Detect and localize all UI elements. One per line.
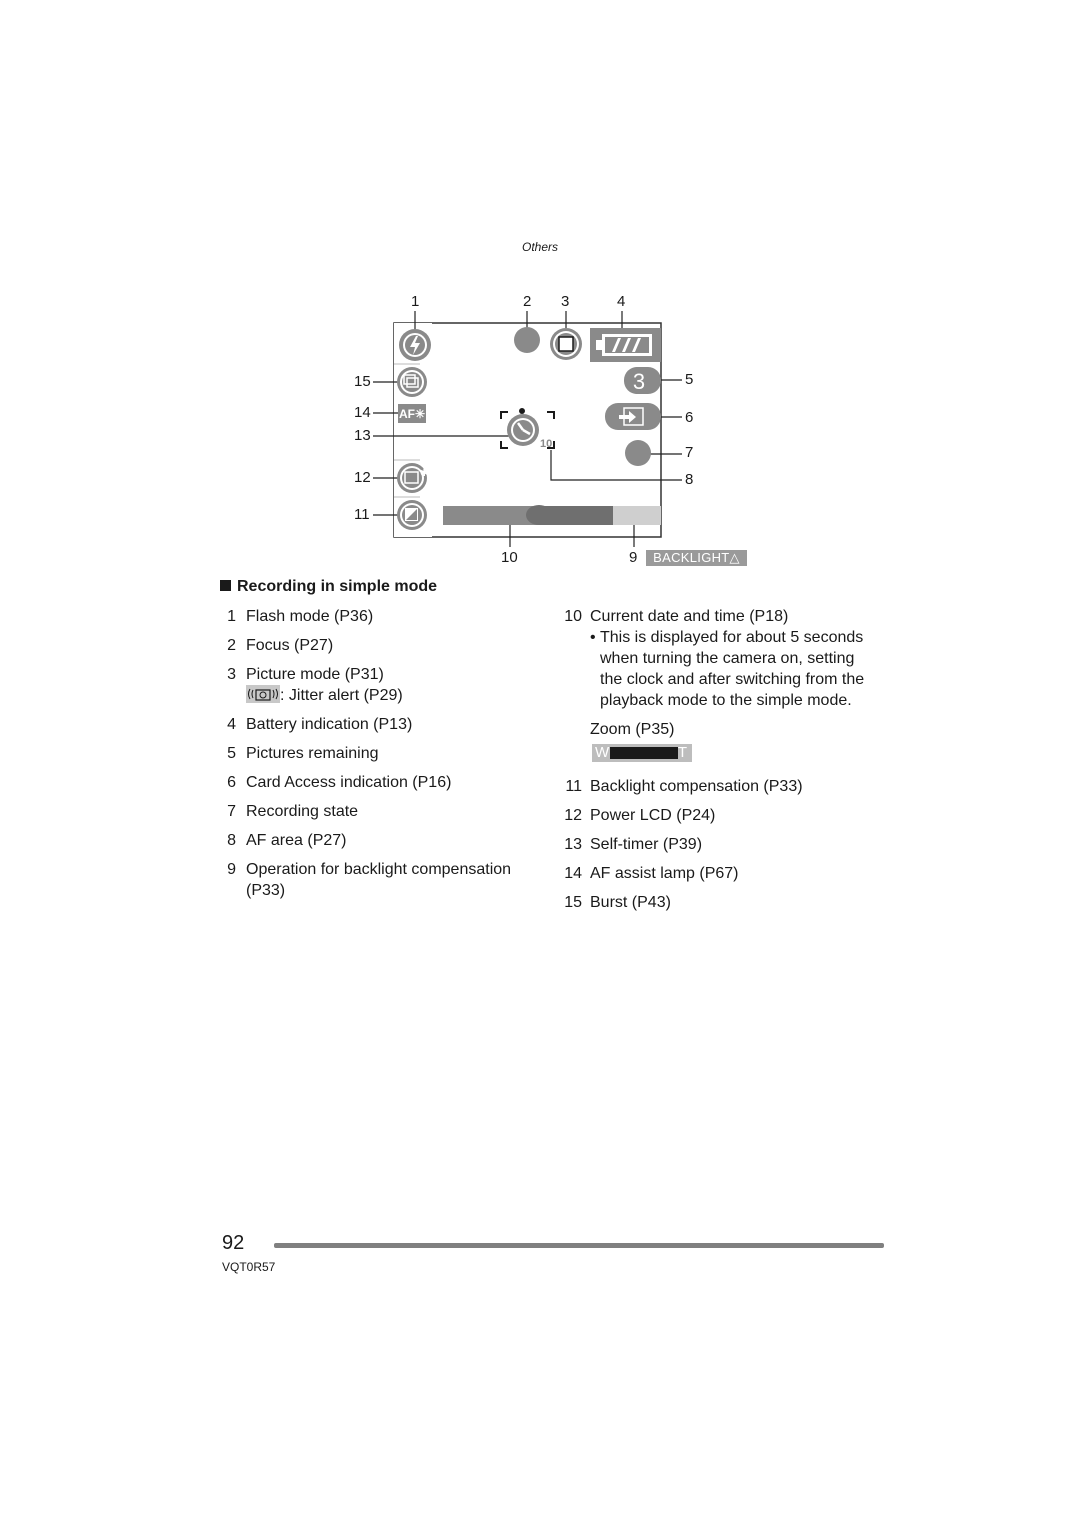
backlight-operation-label: BACKLIGHT△	[646, 550, 747, 566]
pictures-remaining-value: 3	[632, 369, 646, 394]
callout-10: 10	[501, 549, 518, 566]
list-item: 4 Battery indication (P13)	[227, 716, 413, 733]
list-item: 14 AF assist lamp (P67)	[564, 865, 739, 882]
list-item: 6 Card Access indication (P16)	[227, 774, 452, 791]
list-item: 7 Recording state	[227, 803, 359, 820]
callout-6: 6	[685, 409, 694, 426]
list-item: 10 Current date and time (P18) • This is displayed for about 5 seconds when turning the camera on, setting the clock and after switching from the playback mode to the simple mode. Zoom (P35) W T	[564, 606, 894, 768]
callout-11: 11	[354, 506, 370, 523]
zoom-bar-icon: W T	[592, 744, 692, 762]
list-item: 8 AF area (P27)	[227, 832, 347, 849]
lcd-screen	[340, 290, 760, 580]
left-legend-list	[220, 606, 540, 909]
page-number: 92	[222, 1232, 245, 1254]
lcd-diagram	[340, 290, 760, 580]
square-bullet-icon	[220, 580, 231, 591]
focus-icon	[514, 327, 540, 353]
list-item: 13 Self-timer (P39)	[564, 836, 703, 853]
zoom-label: Zoom (P35)	[590, 721, 675, 738]
recording-state-icon	[625, 440, 651, 466]
card-access-icon	[605, 403, 661, 430]
callout-15: 15	[354, 373, 371, 390]
callout-2: 2	[523, 293, 532, 310]
callout-5: 5	[685, 371, 694, 388]
battery-icon	[590, 328, 661, 362]
callout-9: 9	[629, 549, 638, 566]
flash-icon	[399, 329, 431, 361]
backlight-compensation-icon	[397, 500, 427, 530]
model-code: VQT0R57	[222, 1260, 276, 1274]
note-bullet: • This is displayed for about 5 seconds when turning the camera on, setting the clock and after switching from the playback mode to the simple mode.	[590, 627, 894, 711]
burst-icon	[397, 367, 427, 397]
footer-rule	[274, 1243, 884, 1248]
callout-7: 7	[685, 444, 694, 461]
list-item: 5 Pictures remaining	[227, 745, 379, 762]
callout-3: 3	[561, 293, 570, 310]
callout-1: 1	[411, 293, 420, 310]
af-assist-label: AF✳	[398, 407, 426, 421]
backlight-operation-area	[613, 506, 661, 525]
list-item: 9 Operation for backlight compensation (P33)	[227, 861, 512, 899]
section-header: Others	[521, 240, 558, 254]
callout-8: 8	[685, 471, 694, 488]
callout-14: 14	[354, 404, 371, 421]
list-item: 1 Flash mode (P36)	[227, 608, 374, 625]
list-item: 2 Focus (P27)	[227, 637, 334, 654]
right-legend-list	[564, 606, 894, 921]
section-title: Recording in simple mode	[220, 578, 437, 596]
list-item: 11 Backlight compensation (P33)	[565, 778, 803, 795]
self-timer-value: 10	[540, 438, 553, 450]
callout-13: 13	[354, 427, 371, 444]
callout-12: 12	[354, 469, 371, 486]
picture-mode-icon	[550, 328, 582, 360]
list-item: 15 Burst (P43)	[564, 894, 671, 911]
jitter-alert-icon	[246, 685, 280, 703]
callout-4: 4	[617, 293, 626, 310]
svg-text:✱: ✱	[420, 468, 429, 479]
list-item: 12 Power LCD (P24)	[564, 807, 716, 824]
list-item: 3 Picture mode (P31) : Jitter alert (P29)	[227, 666, 403, 704]
